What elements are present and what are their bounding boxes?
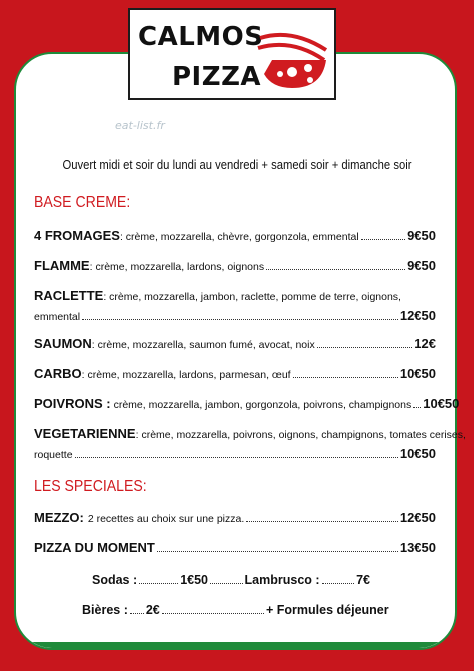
item-name: POIVRONS : — [34, 396, 111, 411]
item-description: : crème, mozzarella, lardons, oignons — [89, 261, 265, 273]
item-price: 10€50 — [399, 446, 436, 461]
lambrusco-price: 7€ — [356, 573, 371, 587]
item-price: 12€50 — [399, 308, 436, 323]
menu-item — [34, 288, 436, 323]
watermark: eat-list.fr — [115, 119, 165, 132]
item-price: 9€50 — [407, 258, 436, 273]
item-name: PIZZA DU MOMENT — [34, 540, 155, 555]
item-price: 13€50 — [399, 540, 436, 555]
item-description: : crème, mozzarella, jambon, raclette, pomme de terre, oignons, — [103, 291, 401, 303]
item-price: 9€50 — [407, 228, 436, 243]
menu-item — [34, 426, 466, 461]
formules-dejeuner: + Formules déjeuner — [266, 603, 389, 617]
menu-item — [34, 510, 436, 525]
sodas-line — [92, 573, 208, 587]
item-name: VEGETARIENNE — [34, 426, 136, 441]
restaurant-logo — [128, 8, 336, 100]
pizza-icon — [252, 30, 332, 92]
bieres-label: Bières : — [82, 603, 128, 617]
dot-leader — [139, 583, 178, 584]
dot-leader — [322, 583, 355, 584]
item-price: 12€ — [414, 336, 436, 351]
menu-item — [34, 228, 436, 243]
menu-item — [34, 258, 436, 273]
item-description: : crème, mozzarella, saumon fumé, avocat, noix — [91, 339, 315, 351]
lambrusco-line — [208, 573, 370, 587]
item-description: crème, mozzarella, jambon, gorgonzola, poivrons, champignons — [113, 399, 412, 411]
item-name: 4 FROMAGES — [34, 228, 120, 243]
dot-leader — [246, 521, 398, 522]
item-description: 2 recettes au choix sur une pizza. — [87, 513, 245, 525]
dot-leader — [162, 613, 264, 614]
lambrusco-label: Lambrusco : — [244, 573, 320, 587]
sodas-price: 1€50 — [180, 573, 208, 587]
menu-item — [34, 366, 436, 381]
sodas-label: Sodas : — [92, 573, 138, 587]
dot-leader — [157, 551, 398, 552]
item-description: : crème, mozzarella, poivrons, oignons, champignons, tomates cerises, — [135, 429, 466, 441]
menu-item — [34, 336, 436, 351]
item-description: : crème, mozzarella, lardons, parmesan, œuf — [81, 369, 291, 381]
logo-text-calmos: CALMOS — [138, 22, 264, 52]
item-name: CARBO — [34, 366, 82, 381]
bieres-line — [82, 603, 266, 617]
item-name: SAUMON — [34, 336, 92, 351]
formules-line — [266, 603, 389, 617]
dot-leader — [130, 613, 144, 614]
dot-leader — [210, 583, 243, 584]
menu-item — [34, 540, 436, 555]
item-price: 12€50 — [399, 510, 436, 525]
dot-leader — [413, 407, 421, 408]
dot-leader — [317, 347, 413, 348]
item-name: FLAMME — [34, 258, 90, 273]
item-description-continued: roquette — [34, 449, 73, 461]
opening-hours: Ouvert midi et soir du lundi au vendredi + samedi soir + dimanche soir — [62, 158, 412, 172]
section-title-base-creme: BASE CREME: — [34, 194, 131, 211]
bieres-price: 2€ — [145, 603, 160, 617]
menu-item — [34, 396, 460, 411]
dot-leader — [82, 319, 398, 320]
item-price: 10€50 — [399, 366, 436, 381]
item-price: 10€50 — [423, 396, 460, 411]
dot-leader — [361, 239, 405, 240]
item-name: RACLETTE — [34, 288, 104, 303]
item-name: MEZZO: — [34, 510, 84, 525]
menu-card — [14, 52, 460, 650]
item-description-continued: emmental — [34, 311, 81, 323]
dot-leader — [75, 457, 398, 458]
card-bottom-edge — [16, 642, 455, 648]
item-description: : crème, mozzarella, chèvre, gorgonzola, emmental — [119, 231, 359, 243]
dot-leader — [266, 269, 405, 270]
logo-text-pizza: PIZZA — [172, 62, 262, 92]
section-title-speciales: LES SPECIALES: — [34, 478, 147, 495]
dot-leader — [293, 377, 398, 378]
